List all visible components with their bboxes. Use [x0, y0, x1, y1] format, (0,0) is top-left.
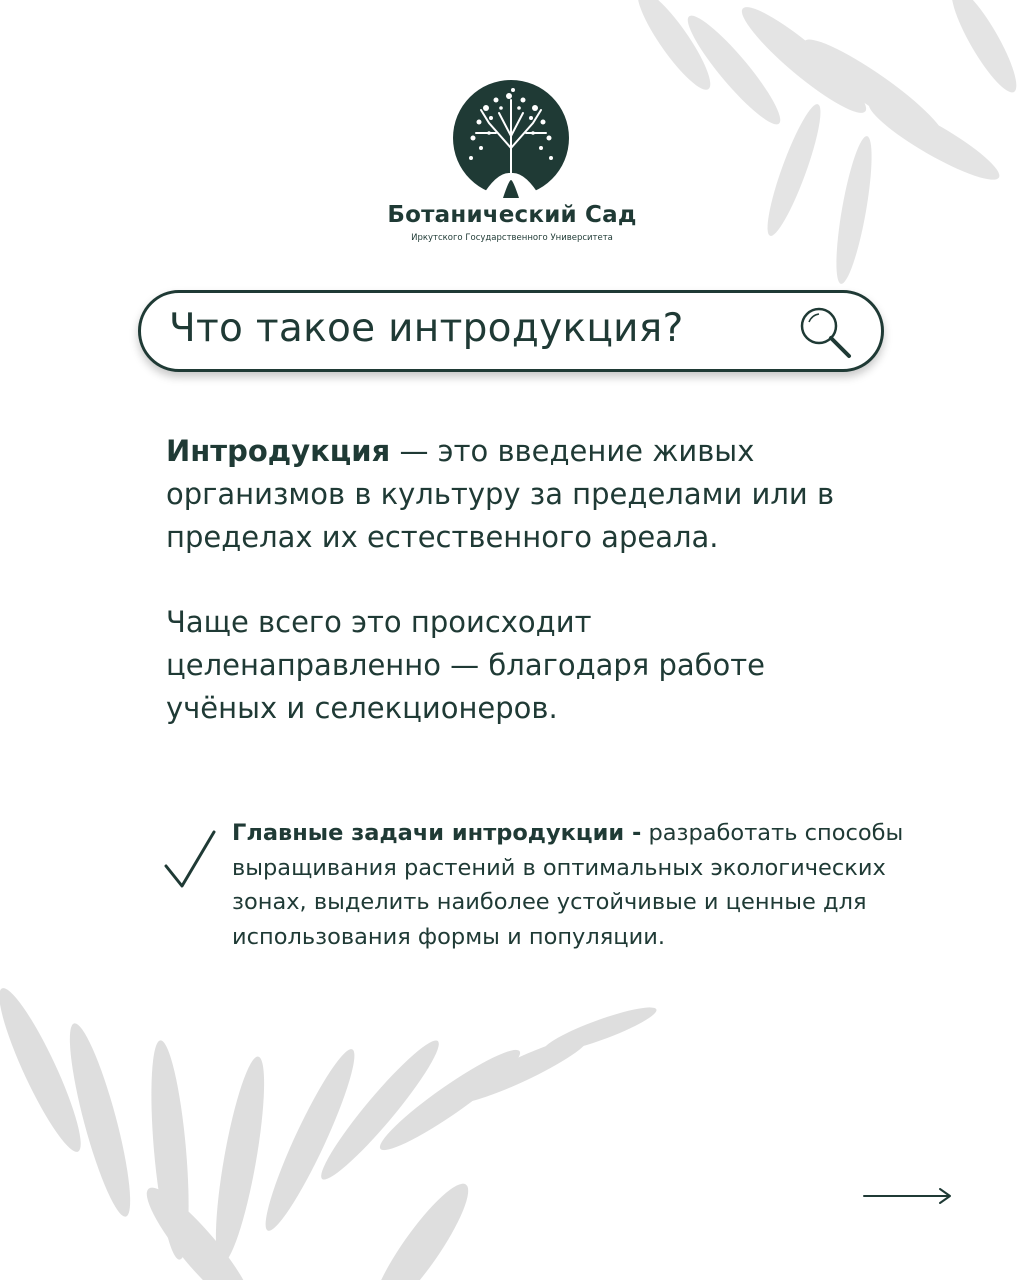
- purpose-paragraph: Чаще всего это происходит целенаправленно — благодаря работе учёных и селекционеров.: [166, 605, 766, 725]
- logo: [340, 78, 684, 248]
- tasks-heading: Главные задачи интродукции -: [232, 820, 642, 846]
- search-query: Что такое интродукция?: [169, 306, 684, 351]
- logo-title: Ботанический Сад: [387, 202, 637, 228]
- definition-term: Интродукция: [166, 434, 391, 468]
- checkmark-icon: [160, 826, 220, 894]
- palm-shadow-bottom-left: [0, 950, 680, 1280]
- tree-emblem-icon: [451, 78, 571, 198]
- tasks-paragraph: [232, 816, 942, 954]
- search-icon[interactable]: [797, 305, 853, 361]
- search-bar[interactable]: [138, 290, 884, 372]
- logo-subtitle: Иркутского Государственного Университета: [411, 233, 613, 243]
- definition-text: — это введение живых организмов в культуру за пределами или в пределах их естественного ареала.: [166, 434, 835, 554]
- definition-paragraph: [166, 430, 866, 559]
- arrow-right-icon[interactable]: [862, 1186, 954, 1206]
- tasks-text: разработать способы выращивания растений в оптимальных экологических зонах, выделить наиболее устойчивые и ценные для использования формы и популяции.: [232, 820, 904, 950]
